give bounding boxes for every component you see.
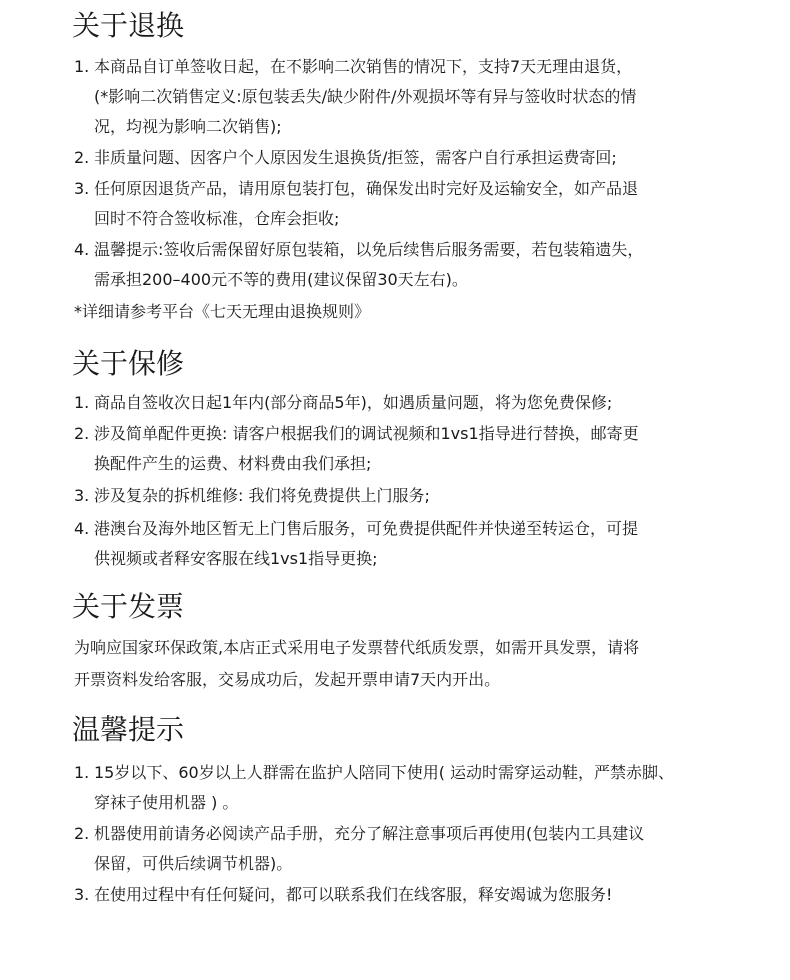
item-text-line: 况，均视为影响二次销售); <box>94 117 282 136</box>
item-number: 1. <box>74 393 90 412</box>
item-number: 2. <box>74 148 90 167</box>
section-title-returns: 关于退换 <box>72 9 185 42</box>
item-text-line: 换配件产生的运费、材料费由我们承担; <box>94 454 372 473</box>
item-text-line: 回时不符合签收标准，仓库会拒收; <box>94 209 340 228</box>
section-title-tips: 温馨提示 <box>72 713 185 746</box>
item-number: 1. <box>74 763 90 782</box>
item-text-line: 涉及复杂的拆机维修: 我们将免费提供上门服务; <box>94 486 430 505</box>
item-number: 4. <box>74 519 90 538</box>
item-text-line: (*影响二次销售定义:原包装丢失/缺少附件/外观损坏等有异与签收时状态的情 <box>94 87 637 106</box>
item-text-line: 机器使用前请务必阅读产品手册，充分了解注意事项后再使用(包装内工具建议 <box>94 824 645 843</box>
section-title-warranty: 关于保修 <box>72 347 185 380</box>
item-text-line: 在使用过程中有任何疑问，都可以联系我们在线客服，释安竭诚为您服务! <box>94 885 613 904</box>
item-text-line: 任何原因退货产品，请用原包装打包，确保发出时完好及运输安全，如产品退 <box>94 179 639 198</box>
item-text-line: 非质量问题、因客户个人原因发生退换货/拒签，需客户自行承担运费寄回; <box>94 148 617 167</box>
item-text-line: 供视频或者释安客服在线1vs1指导更换; <box>94 549 378 568</box>
item-text-line: 需承担200–400元不等的费用(建议保留30天左右)。 <box>94 270 468 289</box>
item-number: 3. <box>74 179 90 198</box>
item-text-line: 保留，可供后续调节机器)。 <box>94 854 293 873</box>
item-number: 3. <box>74 486 90 505</box>
item-text-line: 本商品自订单签收日起，在不影响二次销售的情况下，支持7天无理由退货， <box>94 57 633 76</box>
item-number: 2. <box>74 824 90 843</box>
item-number: 3. <box>74 885 90 904</box>
section-title-invoice: 关于发票 <box>72 590 185 623</box>
item-text-line: 涉及简单配件更换: 请客户根据我们的调试视频和1vs1指导进行替换，邮寄更 <box>94 424 639 443</box>
item-number: 2. <box>74 424 90 443</box>
item-text-line: 温馨提示:签收后需保留好原包装箱，以免后续售后服务需要，若包装箱遗失， <box>94 240 644 259</box>
invoice-paragraph-line: 开票资料发给客服，交易成功后，发起开票申请7天内开出。 <box>74 670 501 689</box>
item-number: 4. <box>74 240 90 259</box>
item-text-line: 穿袜子使用机器 ) 。 <box>94 793 239 812</box>
item-text-line: 15岁以下、60岁以上人群需在监护人陪同下使用( 运动时需穿运动鞋，严禁赤脚、 <box>94 763 675 782</box>
item-text-line: 商品自签收次日起1年内(部分商品5年)，如遇质量问题，将为您免费保修; <box>94 393 613 412</box>
returns-note: *详细请参考平台《七天无理由退换规则》 <box>74 302 371 321</box>
invoice-paragraph-line: 为响应国家环保政策,本店正式采用电子发票替代纸质发票，如需开具发票，请将 <box>74 638 640 657</box>
item-text-line: 港澳台及海外地区暂无上门售后服务，可免费提供配件并快递至转运仓，可提 <box>94 519 639 538</box>
item-number: 1. <box>74 57 90 76</box>
